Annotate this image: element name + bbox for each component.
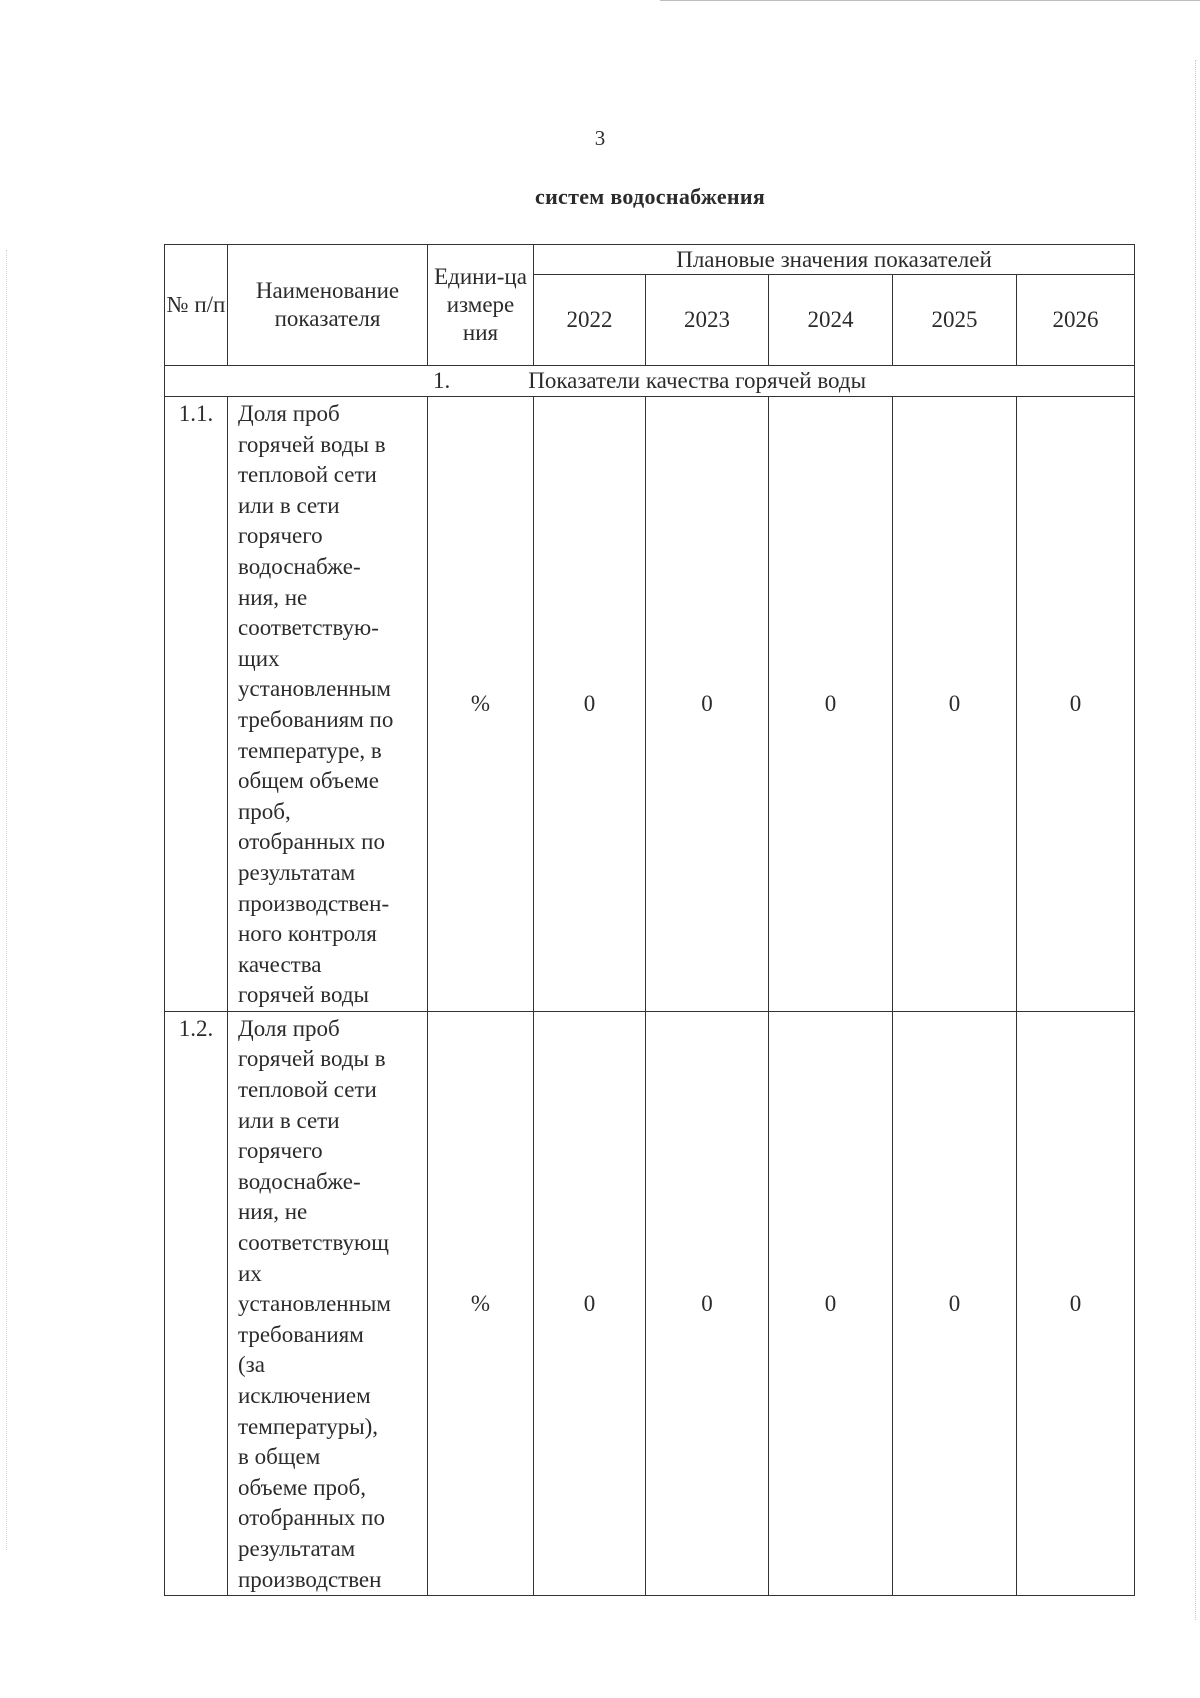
indicator-name-line: производствен-: [238, 890, 390, 916]
header-unit: Едини-ца измере ния: [428, 245, 534, 366]
indicator-name-line: отобранных по: [238, 829, 385, 855]
indicator-name-line: Доля проб: [238, 401, 340, 426]
indicator-name-line: горячей воды в: [238, 431, 386, 457]
indicator-name-line: проб,: [238, 798, 291, 824]
indicator-name-line: тепловой сети: [238, 462, 377, 488]
indicator-name-line: качества: [238, 951, 322, 977]
indicator-name-line: их: [238, 1260, 262, 1286]
document-heading: систем водоснабжения: [535, 184, 766, 209]
indicator-name-line: требованиям: [238, 1321, 364, 1347]
value-cell: 0: [534, 1011, 646, 1595]
indicator-name-line: водоснабже-: [238, 1168, 361, 1194]
indicator-name-line: щих: [238, 645, 280, 671]
indicator-name-line: или в сети: [238, 492, 340, 518]
indicator-name-line: соответствующ: [238, 1230, 389, 1256]
header-row-top: [165, 245, 1135, 275]
indicator-name-line: объеме проб,: [238, 1474, 367, 1500]
indicator-name-line: горячей воды: [238, 982, 369, 1008]
value-cell: 0: [893, 397, 1017, 1012]
table-row: [165, 397, 1135, 1012]
indicator-name-line: отобранных по: [238, 1505, 385, 1531]
indicator-name-line: горячего: [238, 523, 323, 549]
header-year: 2026: [1017, 275, 1135, 366]
indicator-name-line: температуре, в: [238, 737, 382, 763]
header-year: 2022: [534, 275, 646, 366]
indicator-name-line: производствен: [238, 1566, 382, 1592]
header-year: 2024: [769, 275, 893, 366]
indicator-name-line: в общем: [238, 1444, 321, 1470]
header-name: Наименование показателя: [228, 245, 428, 366]
indicator-name-line: горячего: [238, 1138, 323, 1164]
header-num: № п/п: [165, 245, 228, 366]
scan-top-rule: [660, 0, 1200, 3]
section-row: [165, 366, 1135, 397]
value-cell: 0: [1017, 1011, 1135, 1595]
indicator-name-line: общем объеме: [238, 768, 379, 794]
indicator-name-line: ного контроля: [238, 921, 377, 947]
value-cell: 0: [646, 1011, 769, 1595]
indicator-name-line: или в сети: [238, 1107, 340, 1133]
indicators-table: [164, 244, 1135, 1596]
value-cell: 0: [769, 397, 893, 1012]
indicator-name-line: соответствую-: [238, 615, 379, 641]
value-cell: 0: [893, 1011, 1017, 1595]
indicator-name-line: водоснабже-: [238, 553, 361, 579]
section-heading: [165, 366, 1135, 397]
header-plan-group: Плановые значения показателей: [534, 245, 1135, 275]
header-year: 2023: [646, 275, 769, 366]
scan-edge-left: [6, 250, 8, 1550]
table-row: [165, 1011, 1135, 1595]
indicator-name-line: ния, не: [238, 584, 308, 610]
indicator-name-line: требованиям по: [238, 706, 394, 732]
indicator-name: [228, 1011, 428, 1595]
row-number: 1.2.: [165, 1011, 228, 1595]
indicator-name-line: (за: [238, 1352, 265, 1378]
scan-edge-right: [1194, 60, 1196, 1620]
indicator-name-line: температуры),: [238, 1413, 379, 1439]
indicator-name: [228, 397, 428, 1012]
indicator-name-line: установленным: [238, 676, 391, 702]
unit-cell: %: [428, 397, 534, 1012]
indicator-name-line: результатам: [238, 859, 356, 885]
indicator-name-line: ния, не: [238, 1199, 308, 1225]
value-cell: 0: [646, 397, 769, 1012]
unit-cell: %: [428, 1011, 534, 1595]
indicator-name-line: установленным: [238, 1291, 391, 1317]
header-year: 2025: [893, 275, 1017, 366]
row-number: 1.1.: [165, 397, 228, 1012]
section-number: 1.: [432, 368, 451, 393]
indicator-name-line: Доля проб: [238, 1015, 340, 1041]
indicator-name-line: тепловой сети: [238, 1077, 377, 1103]
value-cell: 0: [1017, 397, 1135, 1012]
value-cell: 0: [769, 1011, 893, 1595]
indicator-name-line: исключением: [238, 1383, 371, 1408]
value-cell: 0: [534, 397, 646, 1012]
page-number: 3: [594, 126, 606, 150]
indicator-name-line: результатам: [238, 1535, 356, 1561]
indicator-name-line: горячей воды в: [238, 1046, 386, 1072]
section-title: Показатели качества горячей воды: [528, 368, 867, 393]
